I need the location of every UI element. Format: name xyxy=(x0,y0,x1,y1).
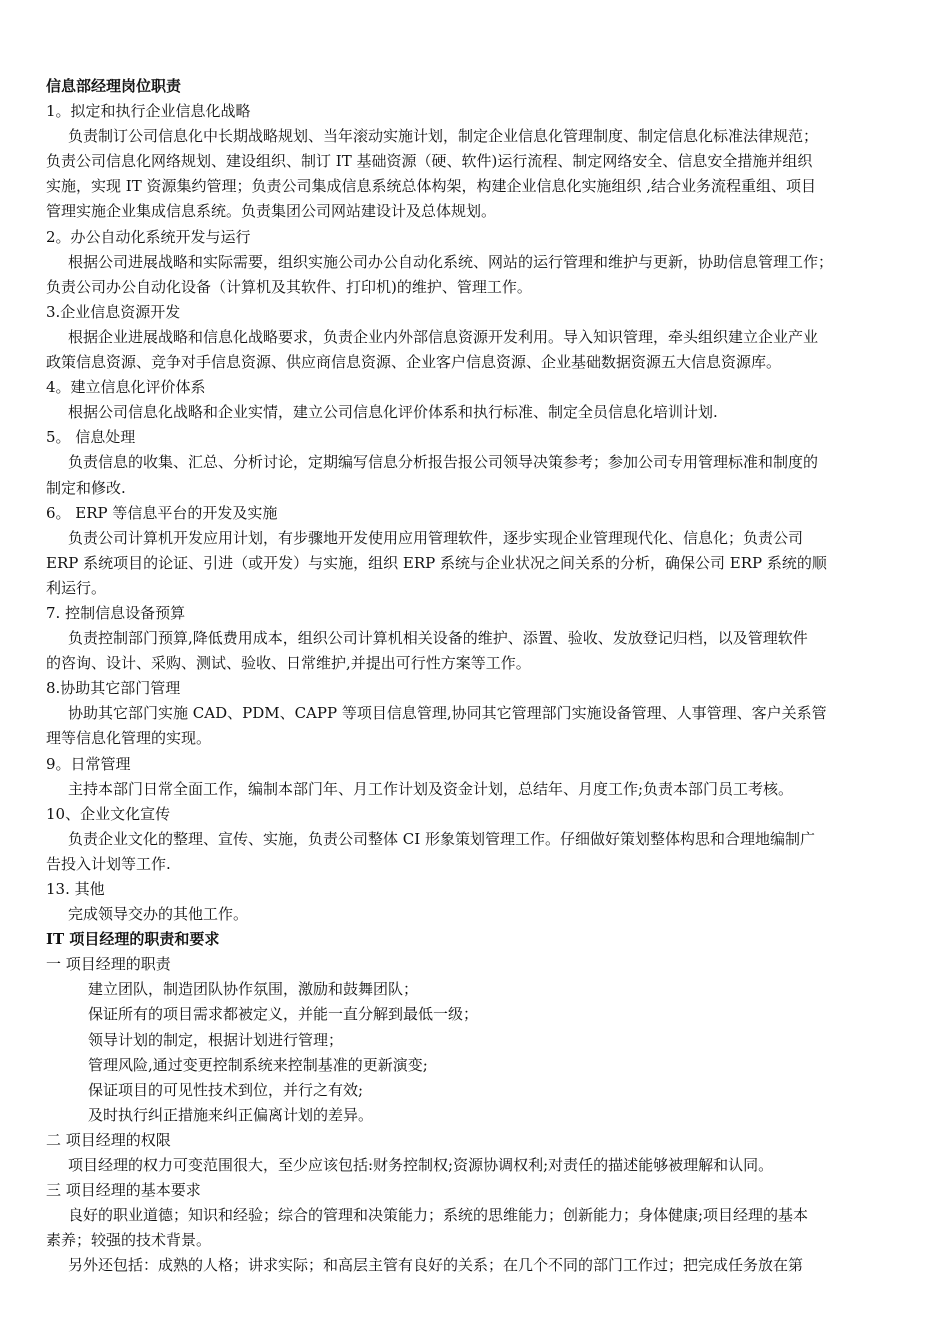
item-heading: 一 项目经理的职责 xyxy=(46,955,171,974)
body-text-line: 负责公司办公自动化设备（计算机及其软件、打印机)的维护、管理工作。 xyxy=(46,277,532,296)
body-text-line: 理等信息化管理的实现。 xyxy=(46,729,212,748)
body-text-line: 政策信息资源、竞争对手信息资源、供应商信息资源、企业客户信息资源、企业基础数据资源五大信息资源库。 xyxy=(46,353,782,372)
body-text-line: 负责公司信息化网络规划、建设组织、制订 IT 基础资源（硬、软件)运行流程、制定网络安全、信息安全措施并组织 xyxy=(46,152,813,171)
item-heading: 二 项目经理的权限 xyxy=(46,1130,171,1149)
section-title: IT 项目经理的职责和要求 xyxy=(46,930,220,949)
item-heading: 5。 信息处理 xyxy=(46,428,136,447)
item-heading: 13. 其他 xyxy=(46,880,105,898)
list-item: 建立团队，制造团队协作氛围，激励和鼓舞团队； xyxy=(88,980,419,999)
item-heading: 7. 控制信息设备预算 xyxy=(46,603,186,622)
body-text-line: 实施，实现 IT 资源集约管理；负责公司集成信息系统总体构架，构建企业信息化实施组织 ,结合业务流程重组、项目 xyxy=(46,177,817,196)
list-item: 管理风险,通过变更控制系统来控制基准的更新演变; xyxy=(88,1055,428,1074)
body-text-line: ERP 系统项目的论证、引进（或开发）与实施，组织 ERP 系统与企业状况之间关系的分析，确保公司 ERP 系统的顺 xyxy=(46,553,827,572)
body-text-line: 的咨询、设计、采购、测试、验收、日常维护,并提出可行性方案等工作。 xyxy=(46,654,531,673)
list-item: 及时执行纠正措施来纠正偏离计划的差异。 xyxy=(88,1105,374,1124)
paragraph-first-line: 完成领导交办的其他工作。 xyxy=(68,905,249,924)
body-text-line: 告投入计划等工作. xyxy=(46,854,171,873)
item-heading: 6。 ERP 等信息平台的开发及实施 xyxy=(46,503,278,522)
item-heading: 三 项目经理的基本要求 xyxy=(46,1181,201,1200)
list-item: 领导计划的制定，根据计划进行管理； xyxy=(88,1030,344,1049)
body-text-line: 利运行。 xyxy=(46,578,107,597)
paragraph-first-line: 负责企业文化的整理、宣传、实施，负责公司整体 CI 形象策划管理工作。仔细做好策划整体构思和合理地编制广 xyxy=(68,829,815,848)
paragraph-first-line: 负责制订公司信息化中长期战略规划、当年滚动实施计划，制定企业信息化管理制度、制定信息化标准法律规范； xyxy=(68,127,819,146)
item-heading: 4。建立信息化评价体系 xyxy=(46,378,206,397)
paragraph-first-line: 根据公司信息化战略和企业实情，建立公司信息化评价体系和执行标准、制定全员信息化培训计划. xyxy=(68,403,718,422)
document-body xyxy=(46,74,906,1279)
paragraph-first-line: 负责公司计算机开发应用计划，有步骤地开发使用应用管理软件，逐步实现企业管理现代化、信息化；负责公司 xyxy=(68,528,804,547)
paragraph-first-line: 另外还包括：成熟的人格；讲求实际；和高层主管有良好的关系；在几个不同的部门工作过；把完成任务放在第 xyxy=(68,1256,804,1275)
paragraph-first-line: 负责控制部门预算,降低费用成本，组织公司计算机相关设备的维护、添置、验收、发放登记归档，以及管理软件 xyxy=(68,629,808,648)
body-text-line: 制定和修改. xyxy=(46,478,126,497)
section-title: 信息部经理岗位职责 xyxy=(46,77,182,95)
body-text-line: 素养；较强的技术背景。 xyxy=(46,1231,212,1250)
paragraph-first-line: 项目经理的权力可变范围很大，至少应该包括:财务控制权;资源协调权利;对责任的描述能够被理解和认同。 xyxy=(68,1156,774,1175)
paragraph-first-line: 负责信息的收集、汇总、分析讨论，定期编写信息分析报告报公司领导决策参考；参加公司专用管理标准和制度的 xyxy=(68,453,819,472)
item-heading: 10、企业文化宣传 xyxy=(46,804,171,823)
paragraph-first-line: 主持本部门日常全面工作，编制本部门年、月工作计划及资金计划，总结年、月度工作;负责本部门员工考核。 xyxy=(68,779,794,798)
paragraph-first-line: 良好的职业道德；知识和经验；综合的管理和决策能力；系统的思维能力；创新能力；身体健康;项目经理的基本 xyxy=(68,1206,809,1225)
item-heading: 8.协助其它部门管理 xyxy=(46,679,181,698)
body-text-line: 管理实施企业集成信息系统。负责集团公司网站建设计及总体规划。 xyxy=(46,202,497,221)
paragraph-first-line: 根据公司进展战略和实际需要，组织实施公司办公自动化系统、网站的运行管理和维护与更新，协助信息管理工作； xyxy=(68,252,834,271)
list-item: 保证所有的项目需求都被定义，并能一直分解到最低一级； xyxy=(88,1005,479,1024)
item-heading: 2。办公自动化系统开发与运行 xyxy=(46,227,251,246)
item-heading: 1。拟定和执行企业信息化战略 xyxy=(46,102,251,121)
paragraph-first-line: 根据企业进展战略和信息化战略要求，负责企业内外部信息资源开发利用。导入知识管理，牵头组织建立企业产业 xyxy=(68,327,819,346)
item-heading: 3.企业信息资源开发 xyxy=(46,302,181,321)
item-heading: 9。日常管理 xyxy=(46,754,131,773)
list-item: 保证项目的可见性技术到位，并行之有效; xyxy=(88,1080,364,1099)
paragraph-first-line: 协助其它部门实施 CAD、PDM、CAPP 等项目信息管理,协同其它管理部门实施设备管理、人事管理、客户关系管 xyxy=(68,704,827,723)
